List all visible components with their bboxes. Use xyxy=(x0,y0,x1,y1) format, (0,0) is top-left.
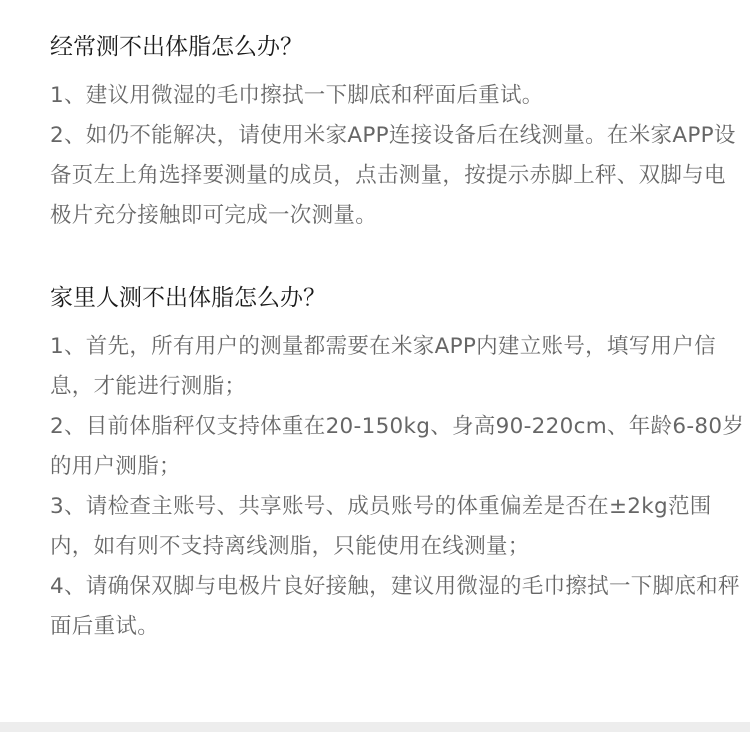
faq-answer-item: 2、如仍不能解决，请使用米家APP连接设备后在线测量。在米家APP设备页左上角选择要测量的成员，点击测量，按提示赤脚上秤、双脚与电极片充分接触即可完成一次测量。 xyxy=(50,123,736,228)
bottom-divider xyxy=(0,722,750,732)
faq-answer-item: 2、目前体脂秤仅支持体重在20-150kg、身高90-220cm、年龄6-80岁的用户测脂； xyxy=(50,414,745,479)
faq-answer-item: 3、请检查主账号、共享账号、成员账号的体重偏差是否在±2kg范围内，如有则不支持离线测脂，只能使用在线测量； xyxy=(50,494,712,559)
faq-answer-list xyxy=(50,76,745,236)
faq-section-body-fat-not-detected xyxy=(50,31,745,236)
faq-question: 家里人测不出体脂怎么办？ xyxy=(50,285,326,311)
faq-answer-list xyxy=(50,327,745,647)
faq-question: 经常测不出体脂怎么办？ xyxy=(50,34,303,60)
faq-answer-item: 4、请确保双脚与电极片良好接触，建议用微湿的毛巾擦拭一下脚底和秤面后重试。 xyxy=(50,574,740,639)
faq-section-family-not-detected xyxy=(50,282,745,647)
faq-content xyxy=(50,0,745,647)
faq-answer-item: 1、首先，所有用户的测量都需要在米家APP内建立账号，填写用户信息，才能进行测脂； xyxy=(50,334,716,399)
faq-answer-item: 1、建议用微湿的毛巾擦拭一下脚底和秤面后重试。 xyxy=(50,83,544,108)
